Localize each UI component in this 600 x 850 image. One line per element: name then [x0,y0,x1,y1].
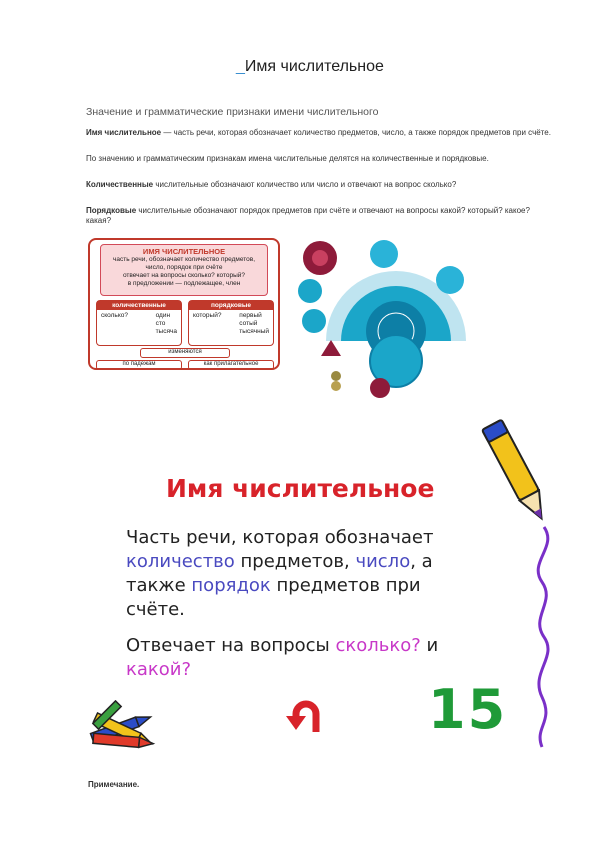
table-box-word: сотый [239,320,258,327]
paragraph-1 [86,128,556,138]
paragraph-2 [86,154,556,164]
slide-text-fragment: и [420,635,439,656]
table-bottom-left: по падежам [96,360,182,370]
number-fifteen: 15 [428,678,508,741]
paragraph-4 [86,206,556,226]
table-box-label: количественные [97,301,181,310]
table-head [100,244,268,296]
highlight-word: количество [126,551,235,572]
slide-text-fragment: предметов при [270,575,421,596]
slide-definition [126,526,486,622]
table-box-word: первый [239,312,262,319]
crayons-icon [84,700,164,764]
table-box-word: сто [155,320,166,327]
wavy-line [538,527,548,747]
paragraph-2-text: По значению и грамматическим признакам имена числительные делятся на количественные и порядковые. [86,154,489,163]
slide-line [126,550,486,574]
table-box-word: один [155,312,171,319]
u-turn-arrow-icon [284,696,328,736]
diagram-node [298,279,322,303]
slide-line: Часть речи, которая обозначает [126,527,434,548]
numeral-table-diagram [88,238,280,370]
slide-text-fragment: Отвечает на вопросы [126,635,336,656]
paragraph-3-text: числительные обозначают количество или число и отвечают на вопрос сколько? [153,180,457,189]
table-head-line: число, порядок при счёте [145,264,223,271]
triangle-icon [321,340,341,356]
question-word: сколько? [335,635,421,656]
table-box-word: тысячный [239,328,269,335]
table-head-line: отвечает на вопросы сколько? который? [122,272,246,279]
highlight-word: порядок [191,575,271,596]
diagram-node [436,266,464,294]
circle-diagram [296,236,482,402]
table-box-ordinal [188,300,274,346]
coin-icon [331,371,341,381]
table-head-line: часть речи, обозначает количество предметов, [112,256,256,263]
paragraph-3 [86,180,556,190]
slide-text-fragment: , а [410,551,433,572]
highlight-word: число [355,551,411,572]
slide-line: счёте. [126,599,185,620]
paragraph-3-bold: Количественные [86,180,154,189]
table-box-words [97,310,181,335]
table-box-words [189,310,273,335]
slide-text-fragment: предметов, [234,551,356,572]
slide-line [126,634,486,658]
diagram-node [370,240,398,268]
table-bottom-right: как прилагательное [188,360,274,370]
footnote: Примечание. [88,780,140,789]
page-title-text: Имя числительное [244,58,384,75]
table-box-question: который? [193,312,222,319]
text-cursor-icon: _ [236,58,245,75]
diagram-node [302,309,326,333]
slide-line [126,574,486,598]
slide-questions [126,634,486,682]
table-box-label: порядковые [189,301,273,310]
page-title [236,58,384,76]
section-subtitle: Значение и грамматические признаки имени числительного [86,106,379,118]
diagram-node-inner [312,250,328,266]
paragraph-4-bold: Порядковые [86,206,137,215]
table-box-word: тысяча [155,328,177,335]
table-head-line: в предложении — подлежащее, член [127,280,241,287]
table-foot: изменяются [140,348,230,358]
slide-text-fragment: также [126,575,192,596]
question-word: какой? [126,659,192,680]
paragraph-1-bold: Имя числительное [86,128,162,137]
diagram-node [370,378,390,398]
table-head-title: ИМЯ ЧИСЛИТЕЛЬНОЕ [142,247,226,256]
table-box-quantitative [96,300,182,346]
table-box-question: сколько? [101,312,128,319]
slide-title: Имя числительное [166,474,435,503]
paragraph-1-text: — часть речи, которая обозначает количество предметов, число, а также порядок предметов при счёте. [161,128,551,137]
coin-icon [331,381,341,391]
paragraph-4-text: числительные обозначают порядок предметов при счёте и отвечают на вопросы какой? который? какое? какая? [86,206,530,225]
